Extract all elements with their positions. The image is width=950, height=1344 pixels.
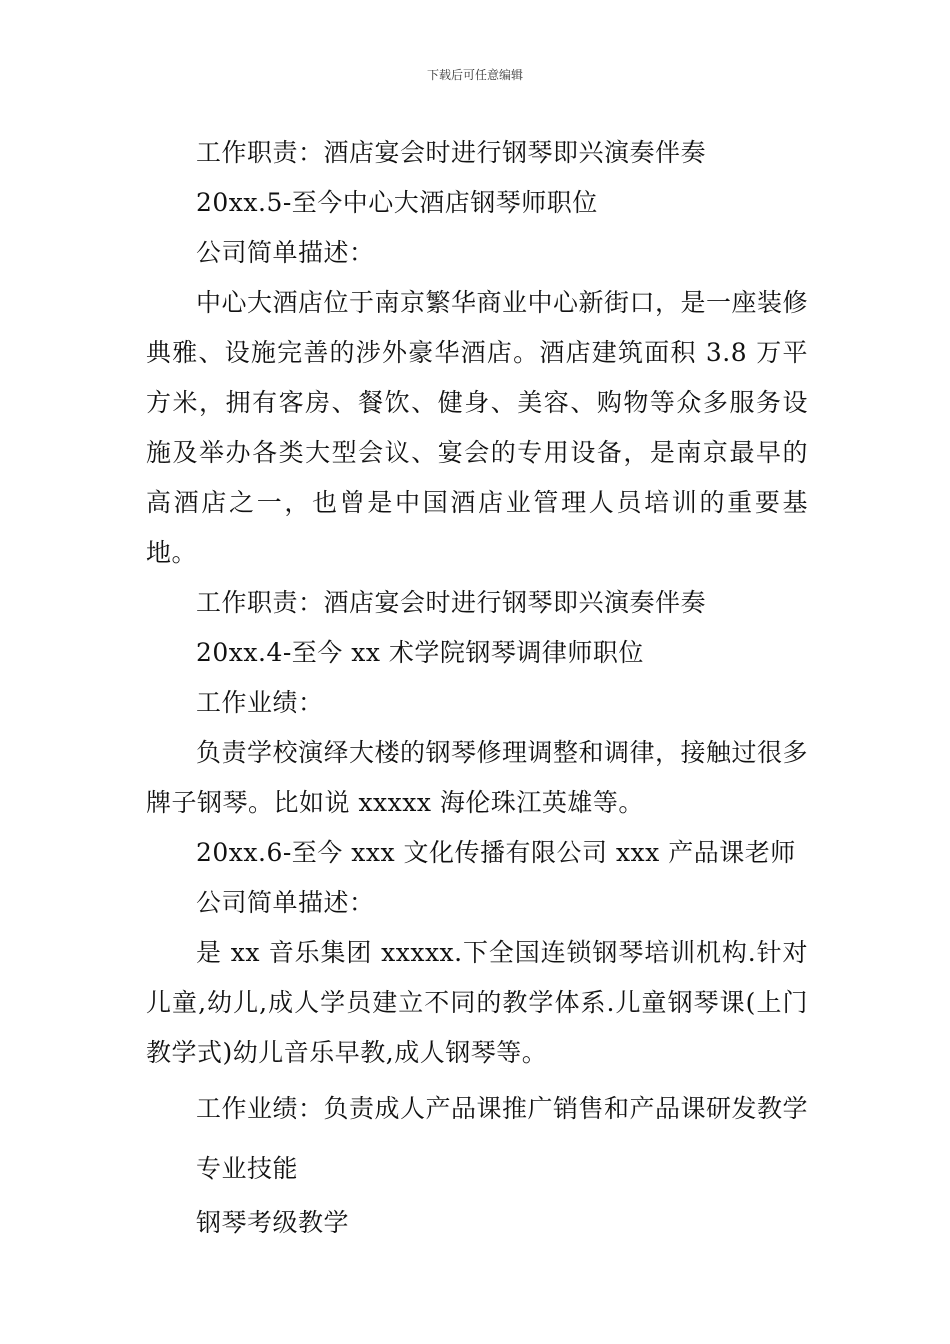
job-duty-line: 工作职责：酒店宴会时进行钢琴即兴演奏伴奏 bbox=[196, 588, 707, 617]
section-label: 公司简单描述： bbox=[196, 888, 375, 917]
job-entry-line: 20xx.5-至今中心大酒店钢琴师职位 bbox=[196, 188, 598, 217]
page-header: 下载后可任意编辑 bbox=[426, 68, 523, 82]
section-label: 工作业绩： bbox=[196, 688, 324, 717]
job-duty-line: 工作职责：酒店宴会时进行钢琴即兴演奏伴奏 bbox=[196, 138, 707, 167]
achievement-description: 负责学校演绎大楼的钢琴修理调整和调律，接触过很多牌子钢琴。比如说 xxxxx 海伦珠江英雄等。 bbox=[146, 738, 809, 817]
job-entry-line: 20xx.6-至今 xxx 文化传播有限公司 xxx 产品课老师 bbox=[196, 838, 796, 867]
job-entry-line: 20xx.4-至今 xx 术学院钢琴调律师职位 bbox=[196, 638, 644, 667]
company-description: 中心大酒店位于南京繁华商业中心新街口，是一座装修典雅、设施完善的涉外豪华酒店。酒店建筑面积 3.8 万平方米，拥有客房、餐饮、健身、美容、购物等众多服务设施及举办各类大型会议、宴会的专用设备，是南京最早的高酒店之一，也曾是中国酒店业管理人员培训的重要基地。 bbox=[146, 288, 809, 567]
section-heading-skills: 专业技能 bbox=[196, 1154, 299, 1183]
document-body bbox=[146, 128, 808, 1248]
section-label: 公司简单描述： bbox=[196, 238, 375, 267]
achievement-description: 工作业绩：负责成人产品课推广销售和产品课研发教学 bbox=[196, 1094, 809, 1123]
company-description: 是 xx 音乐集团 xxxxx.下全国连锁钢琴培训机构.针对儿童,幼儿,成人学员建立不同的教学体系.儿童钢琴课(上门教学式)幼儿音乐早教,成人钢琴等。 bbox=[146, 938, 808, 1067]
skill-item: 钢琴考级教学 bbox=[196, 1208, 350, 1237]
